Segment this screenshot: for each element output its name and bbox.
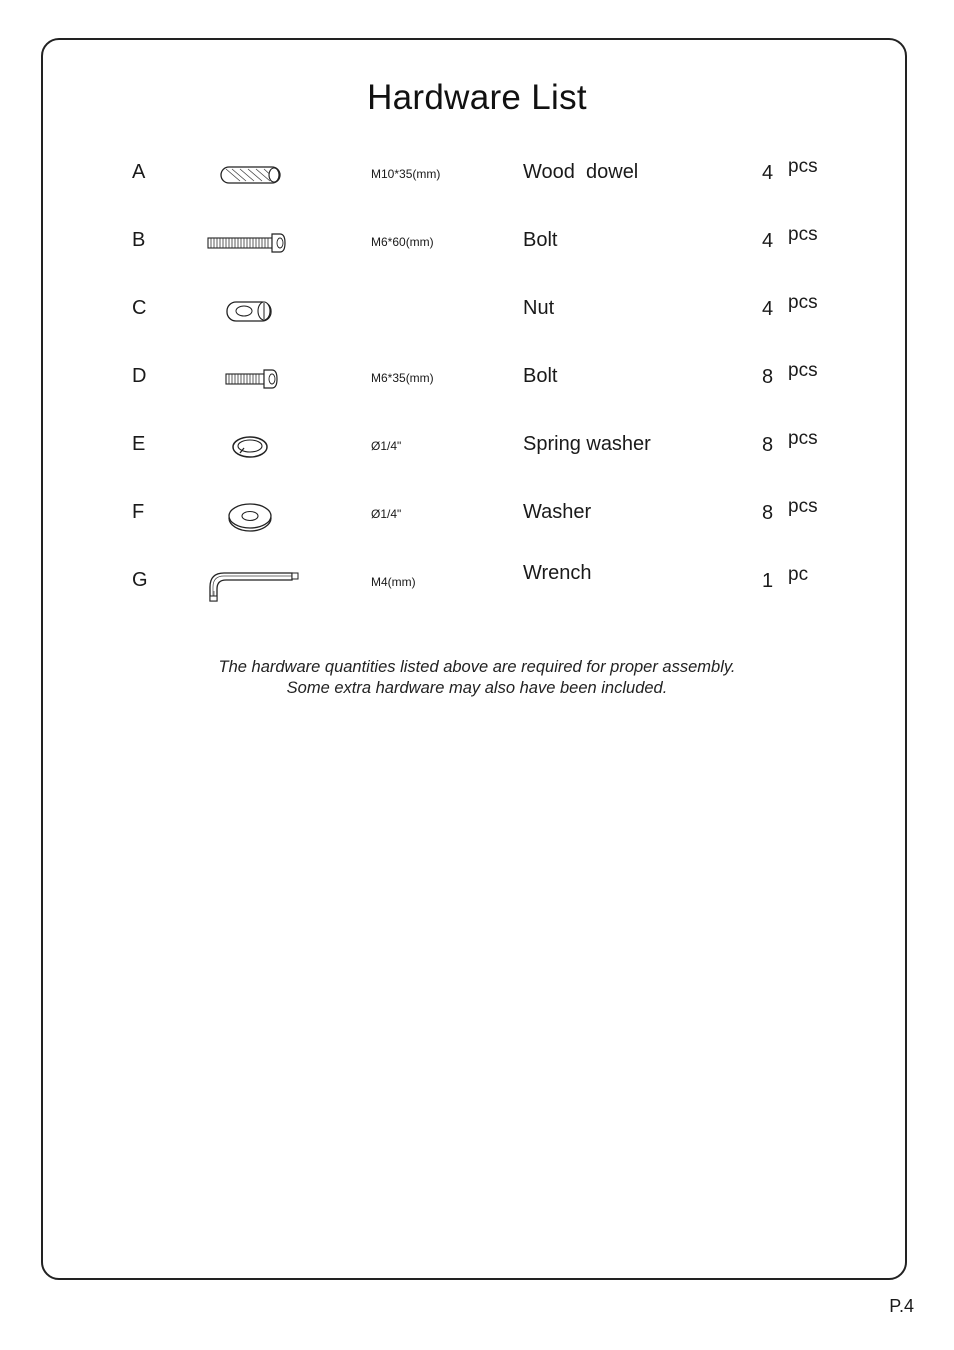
- part-quantity: 4: [762, 162, 774, 184]
- part-unit: pcs: [788, 428, 818, 449]
- hardware-row-a: [0, 155, 954, 195]
- part-name: Wood dowel: [523, 161, 639, 183]
- part-name: Nut: [523, 297, 555, 319]
- part-spec: M4(mm): [371, 575, 416, 589]
- hardware-row-e: [0, 427, 954, 467]
- part-unit: pcs: [788, 292, 818, 313]
- part-unit: pcs: [788, 496, 818, 517]
- assembly-note-line-2: Some extra hardware may also have been included.: [286, 679, 668, 697]
- part-letter: F: [132, 501, 145, 523]
- part-quantity: 4: [762, 298, 774, 320]
- part-quantity: 8: [762, 434, 774, 456]
- hardware-row-g: [0, 563, 954, 603]
- part-quantity: 1: [762, 570, 774, 592]
- wood-dowel-icon: [218, 155, 284, 195]
- part-spec: Ø1/4": [371, 439, 402, 453]
- long-bolt-icon: [206, 223, 290, 263]
- hardware-row-d: [0, 359, 954, 399]
- part-letter: A: [132, 161, 146, 183]
- part-letter: C: [132, 297, 147, 319]
- hardware-row-f: [0, 495, 954, 535]
- page-number: P.4: [889, 1296, 914, 1316]
- part-quantity: 8: [762, 366, 774, 388]
- part-spec: M10*35(mm): [371, 167, 441, 181]
- spring-washer-icon: [230, 427, 272, 467]
- part-letter: E: [132, 433, 146, 455]
- part-letter: D: [132, 365, 147, 387]
- short-bolt-icon: [224, 359, 282, 399]
- part-name: Spring washer: [523, 433, 651, 455]
- barrel-nut-icon: [224, 291, 276, 331]
- part-unit: pcs: [788, 360, 818, 381]
- part-name: Washer: [523, 501, 592, 523]
- hardware-row-b: [0, 223, 954, 263]
- part-quantity: 4: [762, 230, 774, 252]
- part-letter: G: [132, 569, 148, 591]
- page-title: Hardware List: [367, 78, 587, 117]
- assembly-note-line-1: The hardware quantities listed above are required for proper assembly.: [218, 658, 736, 676]
- part-unit: pcs: [788, 156, 818, 177]
- part-unit: pc: [788, 564, 809, 585]
- part-quantity: 8: [762, 502, 774, 524]
- part-unit: pcs: [788, 224, 818, 245]
- part-letter: B: [132, 229, 146, 251]
- flat-washer-icon: [226, 495, 276, 535]
- part-name: Wrench: [523, 562, 592, 584]
- part-spec: Ø1/4": [371, 507, 402, 521]
- part-spec: M6*60(mm): [371, 235, 434, 249]
- hex-wrench-icon: [206, 565, 304, 605]
- part-spec: M6*35(mm): [371, 371, 434, 385]
- part-name: Bolt: [523, 229, 558, 251]
- hardware-row-c: [0, 291, 954, 331]
- part-name: Bolt: [523, 365, 558, 387]
